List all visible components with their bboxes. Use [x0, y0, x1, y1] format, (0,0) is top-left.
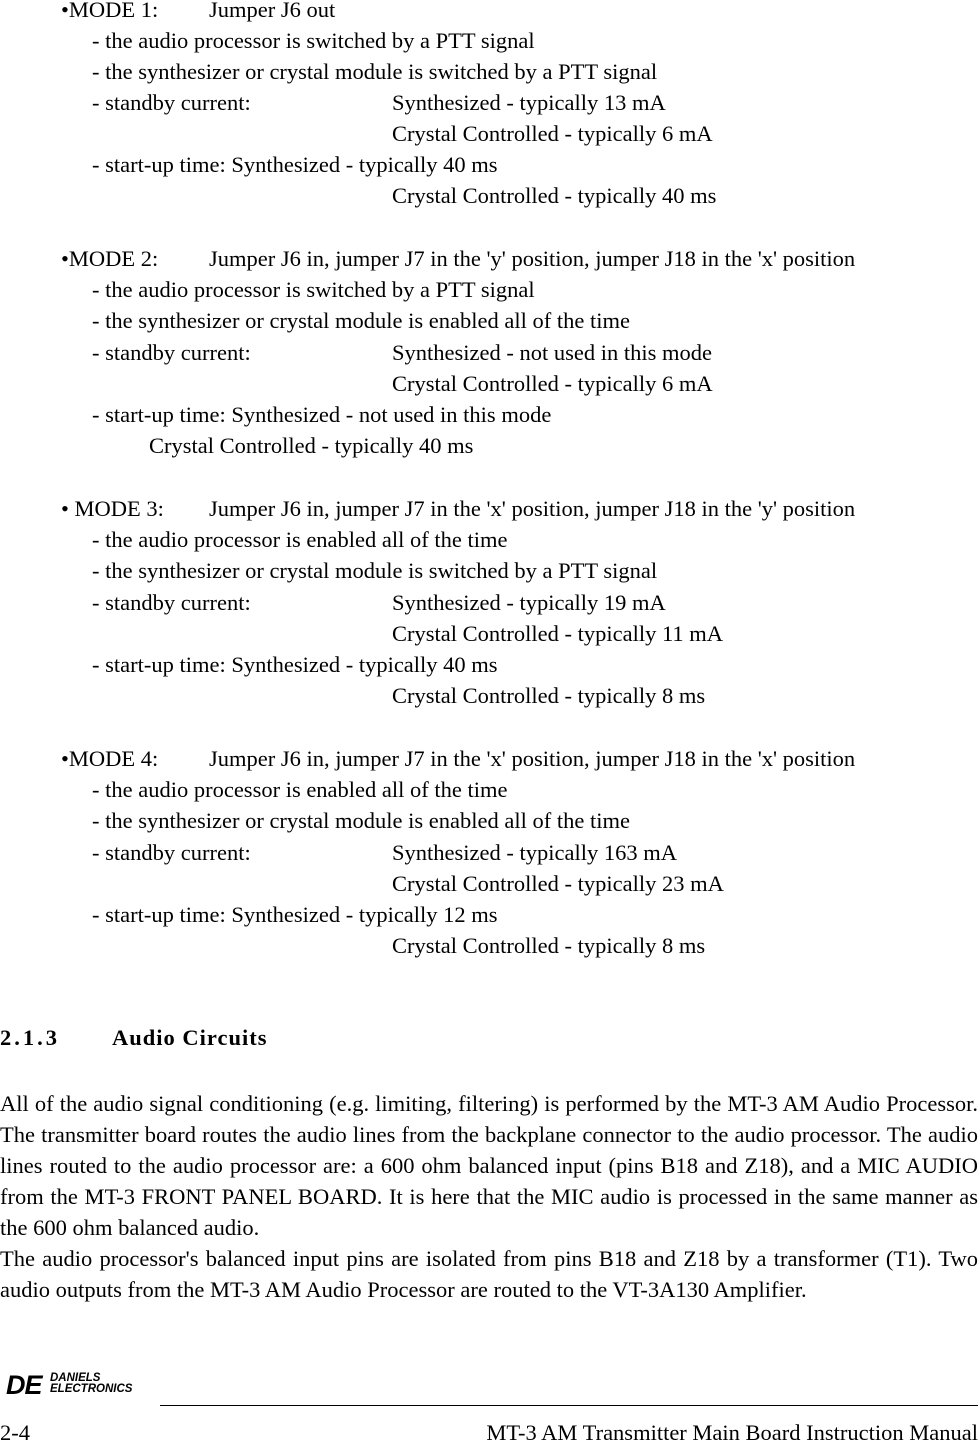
- mode-1-audio-switch: - the audio processor is switched by a PTT signal: [92, 28, 535, 53]
- mode-4-synth-switch: - the synthesizer or crystal module is enabled all of the time: [92, 808, 630, 833]
- mode-1-synth-switch: - the synthesizer or crystal module is switched by a PTT signal: [92, 59, 658, 84]
- manual-title: MT-3 AM Transmitter Main Board Instruction Manual: [486, 1420, 978, 1445]
- mode-1-startup-crystal: Crystal Controlled - typically 40 ms: [392, 183, 717, 208]
- mode-3-title: Jumper J6 in, jumper J7 in the 'x' position, jumper J18 in the 'y' position: [209, 496, 856, 521]
- mode-1-standby-label: - standby current:: [92, 90, 251, 115]
- mode-3-startup-synth: - start-up time: Synthesized - typically 40 ms: [92, 652, 498, 677]
- mode-4-startup-crystal: Crystal Controlled - typically 8 ms: [392, 933, 706, 958]
- mode-2-heading: [61, 245, 855, 273]
- mode-4-label: •MODE 4:: [61, 746, 159, 771]
- mode-4-standby-label: - standby current:: [92, 840, 251, 865]
- mode-2-audio-switch: - the audio processor is switched by a PTT signal: [92, 277, 535, 302]
- mode-3-standby-crystal: Crystal Controlled - typically 11 mA: [392, 621, 723, 646]
- mode-1-title: Jumper J6 out: [209, 0, 336, 22]
- footer-divider: [160, 1405, 978, 1406]
- logo-wordmark: [50, 1373, 132, 1395]
- mode-3-label: • MODE 3:: [61, 496, 164, 521]
- logo-mark: DE: [6, 1370, 42, 1400]
- page-number: 2-4: [0, 1420, 30, 1445]
- mode-3-standby-label: - standby current:: [92, 590, 251, 615]
- mode-4-title: Jumper J6 in, jumper J7 in the 'x' position, jumper J18 in the 'x' position: [209, 746, 856, 771]
- body-paragraph: The audio processor's balanced input pins are isolated from pins B18 and Z18 by a transformer (T1). Two audio outputs from the MT-3 AM Audio Processor are routed to the VT-3A130 Amplifier.: [0, 1246, 978, 1302]
- mode-1-label: •MODE 1:: [61, 0, 159, 22]
- mode-4-heading: [61, 745, 855, 773]
- section-number: 2.1.3: [0, 1025, 60, 1050]
- mode-2-standby-label: - standby current:: [92, 340, 251, 365]
- mode-1-startup-synth: - start-up time: Synthesized - typically 40 ms: [92, 152, 498, 177]
- body-paragraph: All of the audio signal conditioning (e.g. limiting, filtering) is performed by the MT-3 AM Audio Processor. The transmitter board routes the audio lines from the backplane connector to the audio processor. The audio lines routed to the audio processor are: a 600 ohm balanced input (pins B18 and Z18), and a MIC AUDIO from the MT-3 FRONT PANEL BOARD. It is here that the MIC audio is processed in the same manner as the 600 ohm balanced audio.: [0, 1091, 978, 1240]
- mode-3-audio-switch: - the audio processor is enabled all of the time: [92, 527, 508, 552]
- mode-2-synth-switch: - the synthesizer or crystal module is enabled all of the time: [92, 308, 630, 333]
- logo-line-2: ELECTRONICS: [50, 1383, 133, 1395]
- logo-line-1: DANIELS: [50, 1372, 101, 1384]
- mode-1-standby-crystal: Crystal Controlled - typically 6 mA: [392, 121, 713, 146]
- mode-4-standby-crystal: Crystal Controlled - typically 23 mA: [392, 871, 724, 896]
- mode-2-startup-crystal: Crystal Controlled - typically 40 ms: [149, 433, 474, 458]
- mode-2-standby-crystal: Crystal Controlled - typically 6 mA: [392, 371, 713, 396]
- section-title: Audio Circuits: [112, 1025, 268, 1050]
- mode-1-heading: [61, 0, 335, 24]
- mode-2-startup-synth: - start-up time: Synthesized - not used in this mode: [92, 402, 552, 427]
- mode-3-standby-synth: Synthesized - typically 19 mA: [392, 590, 666, 615]
- mode-2-title: Jumper J6 in, jumper J7 in the 'y' position, jumper J18 in the 'x' position: [209, 246, 856, 271]
- mode-3-synth-switch: - the synthesizer or crystal module is switched by a PTT signal: [92, 558, 658, 583]
- mode-2-label: •MODE 2:: [61, 246, 159, 271]
- mode-1-standby-synth: Synthesized - typically 13 mA: [392, 90, 666, 115]
- mode-4-audio-switch: - the audio processor is enabled all of the time: [92, 777, 508, 802]
- mode-2-standby-synth: Synthesized - not used in this mode: [392, 340, 712, 365]
- mode-4-startup-synth: - start-up time: Synthesized - typically 12 ms: [92, 902, 498, 927]
- mode-3-startup-crystal: Crystal Controlled - typically 8 ms: [392, 683, 706, 708]
- mode-4-standby-synth: Synthesized - typically 163 mA: [392, 840, 677, 865]
- mode-3-heading: [61, 495, 855, 523]
- section-heading: [0, 1025, 267, 1051]
